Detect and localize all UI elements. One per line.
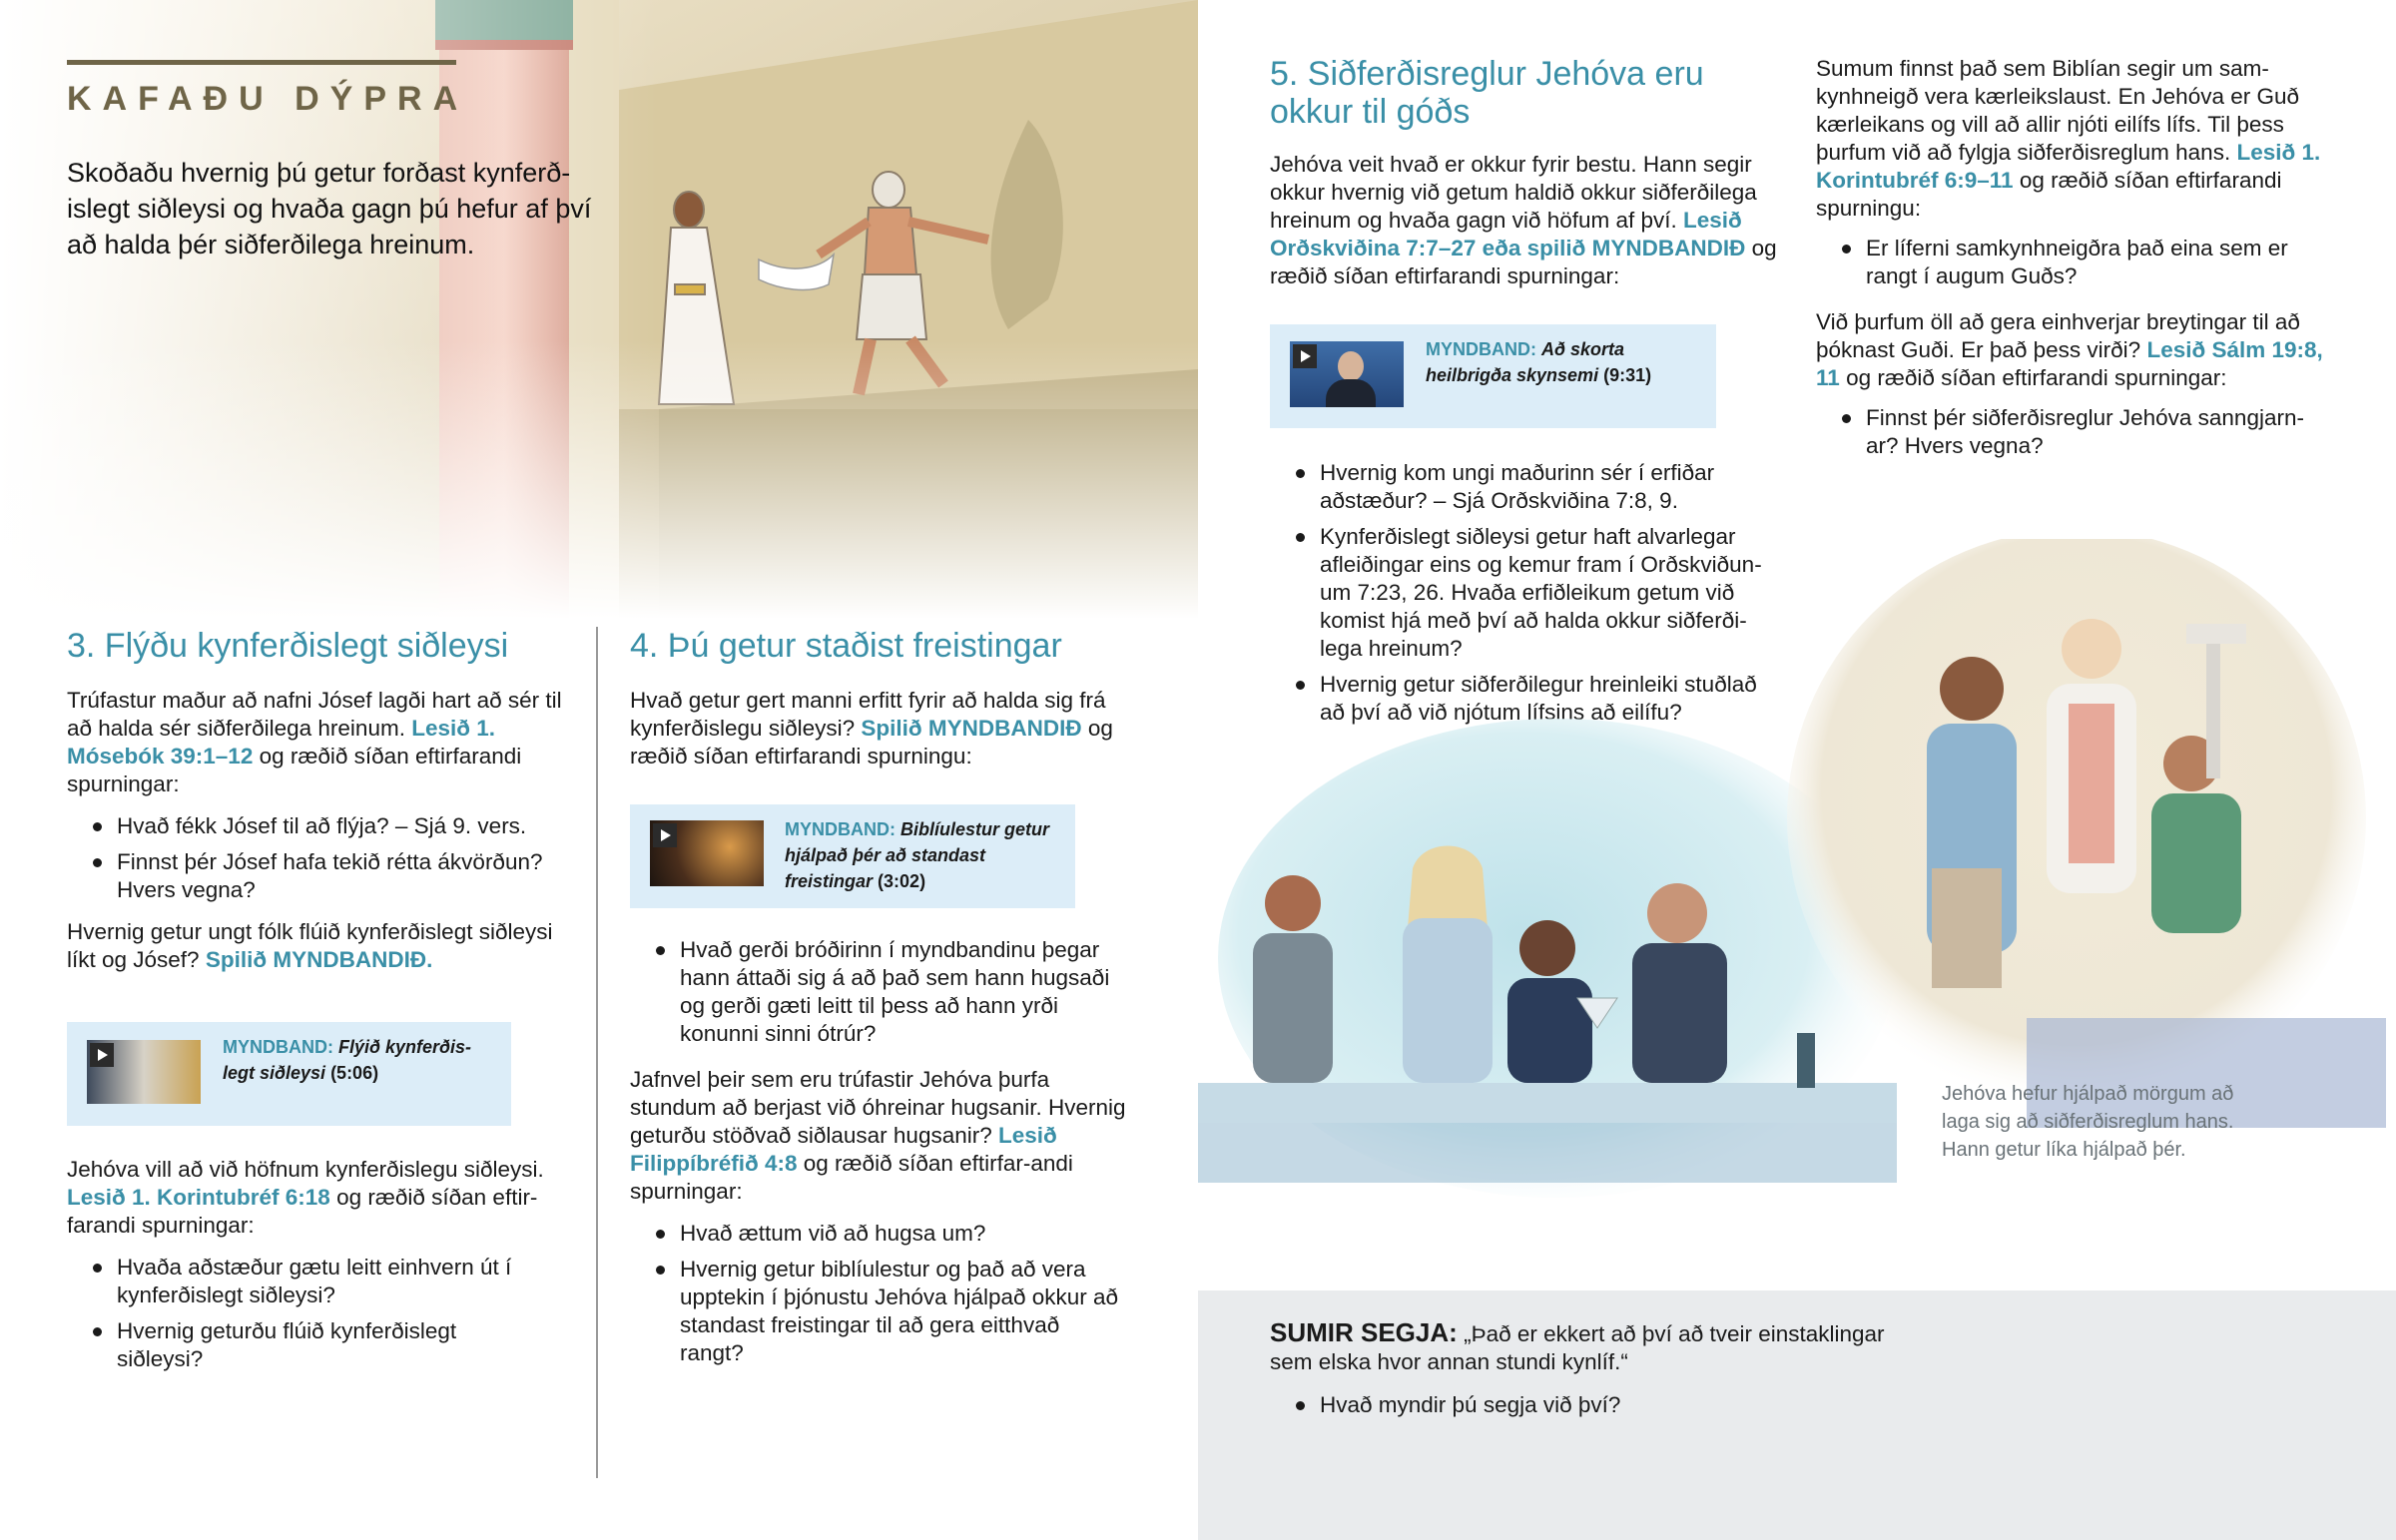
section-4: [630, 627, 1129, 770]
section-5-column-2: [1816, 55, 2335, 468]
scripture-link-philippians[interactable]: Lesið Filippíbréfið 4:8: [630, 1123, 1057, 1176]
section-4-part-2: [630, 936, 1129, 1375]
illustration-caption: Jehóva hefur hjálpað mörgum að laga sig að siðferðisreglum hans. Hann getur líka hjálpað þér.: [1942, 1083, 2234, 1161]
scripture-link-corinthians-2[interactable]: Lesið 1. Korintubréf 6:9–11: [1816, 140, 2321, 193]
list-item: Hvernig getur siðferðilegur hreinleiki stuðlað að því að við njótum lífsins að eilífu?: [1296, 671, 1785, 727]
play-video-link[interactable]: Spilið MYNDBANDIÐ.: [205, 947, 433, 972]
video-thumbnail: [87, 1040, 201, 1104]
video-thumbnail: [1290, 341, 1404, 407]
scripture-link-corinthians[interactable]: Lesið 1. Korintubréf 6:18: [67, 1185, 330, 1210]
play-icon: [1293, 344, 1317, 368]
section-3-paragraph-3: Jehóva vill að við höfnum kynferðislegu siðleysi. Lesið 1. Korintubréf 6:18 og ræðið síðan eftir-farandi spurningar:: [67, 1157, 544, 1238]
play-icon: [90, 1043, 114, 1067]
scripture-link-proverbs[interactable]: Lesið Orðskviðina 7:7–27 eða spilið MYNDBANDIÐ: [1270, 208, 1746, 260]
section-5: [1270, 55, 1779, 290]
video-title: Að skorta heilbrigða skynsemi: [1426, 339, 1625, 385]
list-item: Hvað gerði bróðirinn í myndbandinu þegar hann áttaði sig á að það sem hann hugsaði og gerði gæti leitt til þess að hann yrði konunni sinni ótrúr?: [656, 936, 1129, 1048]
section-5-col2-paragraph-2: Við þurfum öll að gera einhverjar breytingar til að þóknast Guði. Er það þess virði? Lesið Sálm 19:8, 11 og ræðið síðan eftirfarandi spurningar:: [1816, 309, 2323, 390]
list-item: Finnst þér Jósef hafa tekið rétta ákvörðun? Hvers vegna?: [93, 848, 576, 904]
section-3-title: 3. Flýðu kynferðislegt siðleysi: [67, 627, 509, 665]
video-duration: (9:31): [1603, 365, 1652, 385]
list-item: Hvaða aðstæður gætu leitt einhvern út í kynferðislegt siðleysi?: [93, 1254, 522, 1309]
section-3-paragraph-2: Hvernig getur ungt fólk flúið kynferðislegt siðleysi líkt og Jósef? Spilið MYNDBANDIÐ.: [67, 919, 553, 972]
list-item: Er líferni samkynhneigðra það eina sem er rangt í augum Guðs?: [1842, 235, 2335, 290]
section-4-paragraph-1: Hvað getur gert manni erfitt fyrir að halda sig frá kynferðislegu siðleysi? Spilið MYNDBANDIÐ og ræðið síðan eftirfarandi spurningu:: [630, 688, 1113, 769]
list-item: Hvað myndir þú segja við því?: [1296, 1391, 1895, 1419]
some-say-panel: [1198, 1290, 2396, 1540]
section-3-questions-1: [93, 812, 576, 904]
section-5-col2-questions-1: [1842, 235, 2335, 290]
kicker-rule: [67, 60, 456, 65]
list-item: Finnst þér siðferðisreglur Jehóva sanngjarn-ar? Hvers vegna?: [1842, 404, 2335, 460]
some-say-label: SUMIR SEGJA:: [1270, 1317, 1458, 1347]
kicker-label: KAFAÐU DÝPRA: [67, 80, 469, 118]
scripture-link-genesis[interactable]: Lesið 1. Mósebók 39:1–12: [67, 716, 496, 769]
section-4-paragraph-2: Jafnvel þeir sem eru trúfastir Jehóva þurfa stundum að berjast við óhreinar hugsanir. Hvernig geturðu stöðvað siðlausar hugsanir? Lesið Filippíbréfið 4:8 og ræðið síðan eftirfar-andi spurningar:: [630, 1067, 1126, 1204]
list-item: Hvað fékk Jósef til að flýja? – Sjá 9. vers.: [93, 812, 576, 840]
section-5-col2-questions-2: [1842, 404, 2335, 460]
video-card-bible-reading[interactable]: [630, 804, 1075, 908]
video-label: MYNDBAND:: [785, 819, 896, 839]
video-title: Biblíulestur getur hjálpað þér að standast freistingar: [785, 819, 1050, 891]
column-divider: [596, 627, 598, 1478]
list-item: Hvernig kom ungi maðurinn sér í erfiðar aðstæður? – Sjá Orðskviðina 7:8, 9.: [1296, 459, 1785, 515]
section-4-questions-2: [656, 1220, 1129, 1367]
section-3-part-2: [67, 1156, 576, 1381]
play-icon: [653, 823, 677, 847]
section-3-questions-2: [93, 1254, 522, 1373]
video-title: Flýið kynferðis-legt siðleysi: [223, 1037, 472, 1083]
video-label: MYNDBAND:: [223, 1037, 333, 1057]
video-label: MYNDBAND:: [1426, 339, 1536, 359]
video-card-good-sense[interactable]: [1270, 324, 1716, 428]
some-say-questions: [1296, 1391, 1895, 1427]
video-duration: (5:06): [330, 1063, 379, 1083]
list-item: Hvernig getur biblíulestur og það að vera upptekin í þjónustu Jehóva hjálpað okkur að standast freistingar til að gera eitthvað rangt?: [656, 1256, 1129, 1367]
list-item: Hvernig geturðu flúið kynferðislegt siðleysi?: [93, 1317, 522, 1373]
list-item: Kynferðislegt siðleysi getur haft alvarlegar afleiðingar eins og kemur fram í Orðskviðun-um 7:23, 26. Hvaða erfiðleikum getum við komist hjá með því að halda okkur siðferði-lega hreinum?: [1296, 523, 1785, 663]
right-page: [1198, 0, 2396, 1540]
some-say-quote: „Það er ekkert að því að tveir einstaklingar sem elska hvor annan stundi kynlíf.“: [1270, 1321, 1885, 1374]
video-duration: (3:02): [878, 871, 926, 891]
section-5-paragraph-1: Jehóva veit hvað er okkur fyrir bestu. Hann segir okkur hvernig við getum haldið okkur siðferðilega hreinum og hvaða gagn við höfum af því. Lesið Orðskviðina 7:7–27 eða spilið MYNDBANDIÐ og ræðið síðan eftirfarandi spurningar:: [1270, 152, 1777, 288]
list-item: Hvað ættum við að hugsa um?: [656, 1220, 1129, 1248]
section-5-col2-paragraph-1: Sumum finnst það sem Biblían segir um sam-kynhneigð vera kærleikslaust. En Jehóva er Guð kærleikans og vill að allir njóti eilífs lífs. Til þess þurfum við að fylgja siðferðisreglum hans. Lesið 1. Korintubréf 6:9–11 og ræðið síðan eftirfarandi spurningu:: [1816, 56, 2321, 221]
section-3-paragraph-1: Trúfastur maður að nafni Jósef lagði hart að sér til að halda sér siðferðilega hreinum. Lesið 1. Mósebók 39:1–12 og ræðið síðan eftirfarandi spurningar:: [67, 688, 562, 796]
intro-text: Skoðaðu hvernig þú getur forðast kynferð-islegt siðleysi og hvaða gagn þú hefur af því að halda þér siðferðilega hreinum.: [67, 158, 592, 259]
play-video-link[interactable]: Spilið MYNDBANDIÐ: [861, 716, 1082, 741]
section-4-questions-1: [656, 936, 1129, 1048]
section-5-title: 5. Siðferðisreglur Jehóva eru okkur til góðs: [1270, 55, 1704, 131]
some-say-text: [1270, 1318, 1929, 1376]
video-card-flee[interactable]: [67, 1022, 511, 1126]
section-3: [67, 627, 576, 974]
video-thumbnail: [650, 820, 764, 886]
section-4-title: 4. Þú getur staðist freistingar: [630, 627, 1062, 665]
scripture-link-psalms[interactable]: Lesið Sálm 19:8, 11: [1816, 337, 2323, 390]
